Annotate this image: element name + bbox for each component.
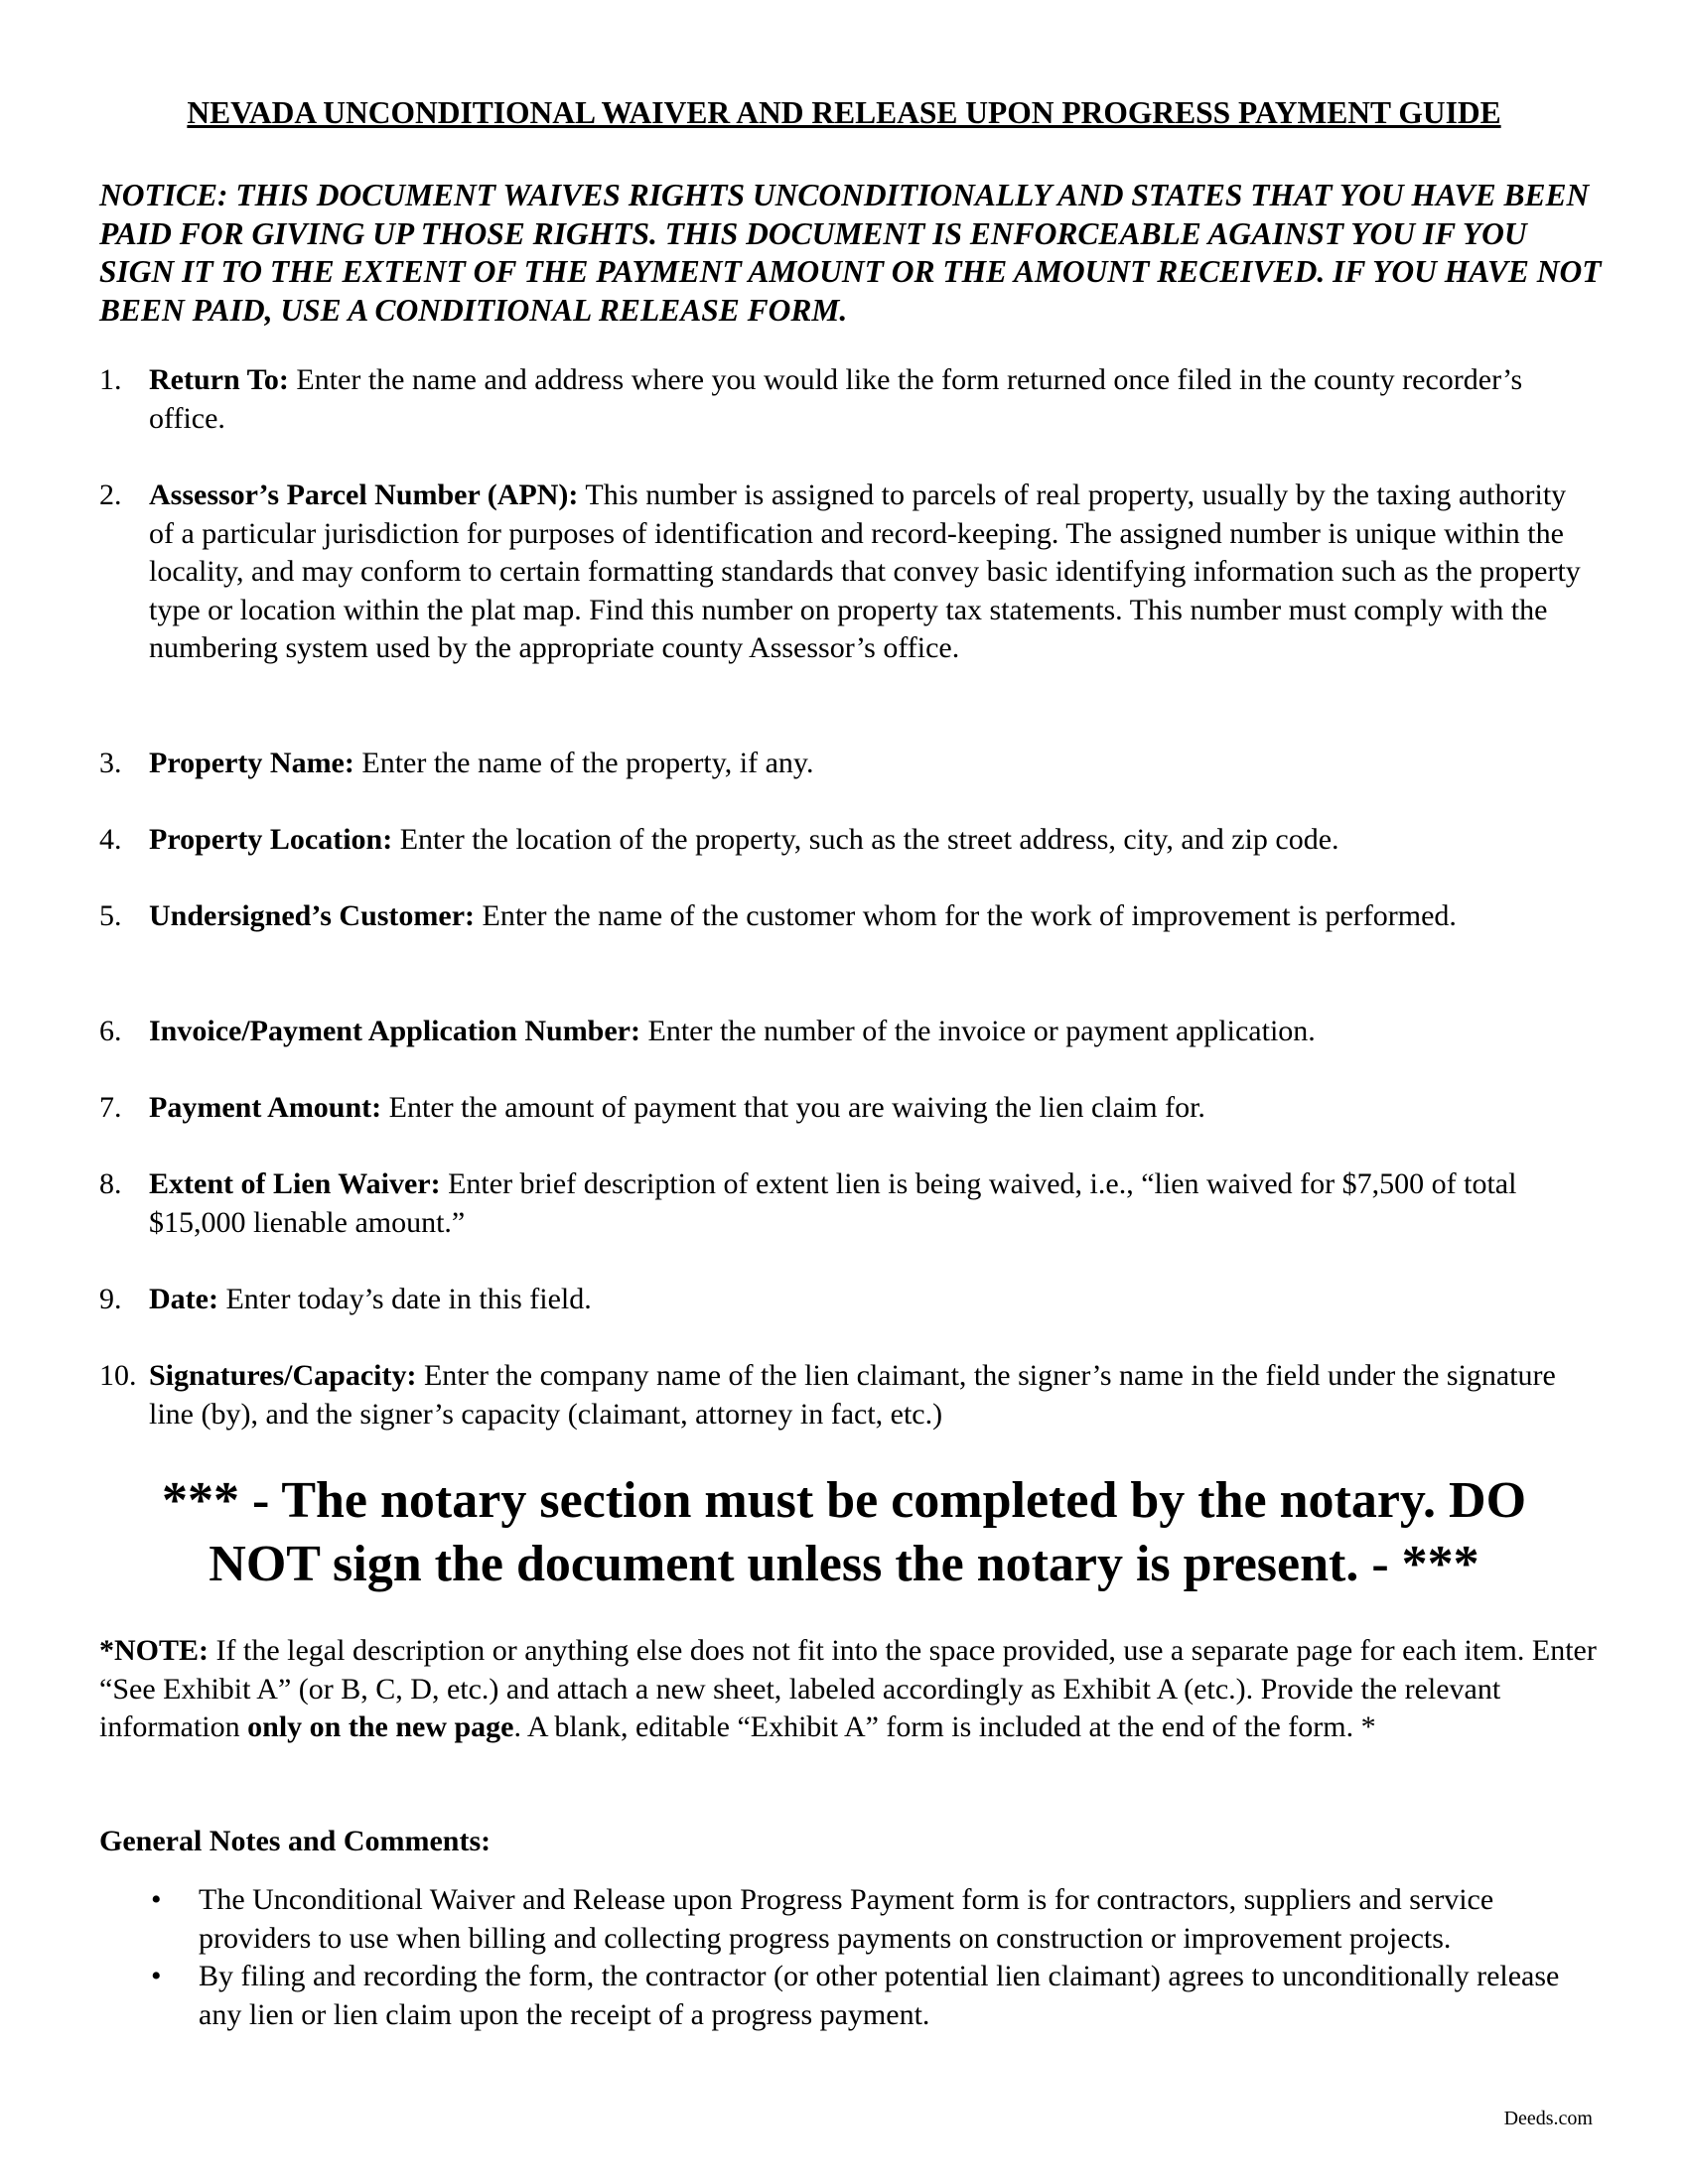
instruction-item-8 xyxy=(99,1165,1589,1242)
item-number: 6. xyxy=(99,1015,122,1047)
list-item xyxy=(99,1958,1609,2034)
instruction-item-7 xyxy=(99,1089,1589,1128)
banner-line-2: NOT sign the document unless the notary is present. - *** xyxy=(209,1536,1479,1592)
instruction-item-6 xyxy=(99,1013,1589,1051)
item-label: Return To: xyxy=(149,363,289,396)
footer-brand: Deeds.com xyxy=(1503,2108,1593,2129)
instruction-item-10 xyxy=(99,1357,1589,1433)
notice-paragraph: NOTICE: THIS DOCUMENT WAIVES RIGHTS UNCONDITIONALLY AND STATES THAT YOU HAVE BEEN PAID FOR GIVING UP THOSE RIGHTS. THIS DOCUMENT IS ENFORCEABLE AGAINST YOU IF YOU SIGN IT TO THE EXTENT OF THE PAYMENT AMOUNT OR THE AMOUNT RECEIVED. IF YOU HAVE NOT BEEN PAID, USE A CONDITIONAL RELEASE FORM. xyxy=(99,178,1602,328)
item-label: Signatures/Capacity: xyxy=(149,1359,417,1392)
note-emphasis: only on the new page xyxy=(247,1710,514,1743)
item-text: Enter the amount of payment that you are waiving the lien claim for. xyxy=(381,1091,1205,1124)
general-notes-list xyxy=(99,1881,1609,2034)
item-number: 9. xyxy=(99,1283,122,1315)
general-notes-heading: General Notes and Comments: xyxy=(99,1825,492,1857)
item-text: Enter the name and address where you would like the form returned once filed in the county recorder’s office. xyxy=(149,363,1523,435)
item-text: Enter today’s date in this field. xyxy=(217,1283,592,1315)
item-label: Property Name: xyxy=(149,747,354,779)
item-text: This number is assigned to parcels of real property, usually by the taxing authority of a particular jurisdiction for purposes of identification and record-keeping. The assigned number is unique within the locality, and may conform to certain formatting standards that convey basic identifying information such as the property type or location within the plat map. Find this number on property tax statements. This number must comply with the numbering system used by the appropriate county Assessor’s office. xyxy=(149,478,1581,664)
bullet-text: The Unconditional Waiver and Release upon Progress Payment form is for contractors, suppliers and service providers to use when billing and collecting progress payments on construction or improvement projects. xyxy=(199,1883,1494,1955)
exhibit-note xyxy=(99,1632,1609,1747)
item-text: Enter the company name of the lien claimant, the signer’s name in the field under the signature line (by), and the signer’s capacity (claimant, attorney in fact, etc.) xyxy=(149,1359,1556,1431)
item-number: 1. xyxy=(99,363,122,396)
bullet-text: By filing and recording the form, the contractor (or other potential lien claimant) agrees to unconditionally release any lien or lien claim upon the receipt of a progress payment. xyxy=(199,1960,1560,2031)
banner-line-1: *** - The notary section must be completed by the notary. DO xyxy=(161,1472,1527,1529)
item-label: Property Location: xyxy=(149,823,393,856)
note-text-2: . A blank, editable “Exhibit A” form is included at the end of the form. * xyxy=(513,1710,1376,1743)
notary-warning-banner xyxy=(0,1469,1688,1596)
item-label: Payment Amount: xyxy=(149,1091,382,1124)
item-text: Enter the location of the property, such as the street address, city, and zip code. xyxy=(392,823,1339,856)
item-label: Undersigned’s Customer: xyxy=(149,899,476,932)
note-text-1: If the legal description or anything else does not fit into the space provided, use a separate page for each item. Enter “See Exhibit A” (or B, C, D, etc.) and attach a new sheet, labeled accordingly as Exhibit A (etc.). Provide the relevant information xyxy=(99,1634,1597,1743)
note-label: *NOTE: xyxy=(99,1634,210,1667)
bullet-icon: • xyxy=(151,1960,162,1992)
item-label: Assessor’s Parcel Number (APN): xyxy=(149,478,579,511)
item-label: Date: xyxy=(149,1283,218,1315)
instruction-item-4 xyxy=(99,821,1589,860)
document-title: NEVADA UNCONDITIONAL WAIVER AND RELEASE UPON PROGRESS PAYMENT GUIDE xyxy=(187,95,1501,130)
item-number: 8. xyxy=(99,1167,122,1200)
list-item xyxy=(99,1881,1609,1958)
instruction-item-9 xyxy=(99,1281,1589,1319)
item-text: Enter the number of the invoice or payment application. xyxy=(640,1015,1316,1047)
item-label: Invoice/Payment Application Number: xyxy=(149,1015,640,1047)
item-number: 4. xyxy=(99,823,122,856)
instruction-item-1 xyxy=(99,361,1589,438)
bullet-icon: • xyxy=(151,1883,162,1916)
item-label: Extent of Lien Waiver: xyxy=(149,1167,441,1200)
item-number: 7. xyxy=(99,1091,122,1124)
item-number: 10. xyxy=(99,1359,137,1392)
item-number: 3. xyxy=(99,747,122,779)
instruction-item-2 xyxy=(99,477,1589,668)
instruction-item-5 xyxy=(99,897,1589,936)
item-number: 2. xyxy=(99,478,122,511)
item-text: Enter the name of the property, if any. xyxy=(353,747,814,779)
instruction-item-3 xyxy=(99,745,1589,783)
item-text: Enter the name of the customer whom for the work of improvement is performed. xyxy=(475,899,1457,932)
item-text: Enter brief description of extent lien is being waived, i.e., “lien waived for $7,500 of total $15,000 lienable amount.” xyxy=(149,1167,1517,1239)
item-number: 5. xyxy=(99,899,122,932)
